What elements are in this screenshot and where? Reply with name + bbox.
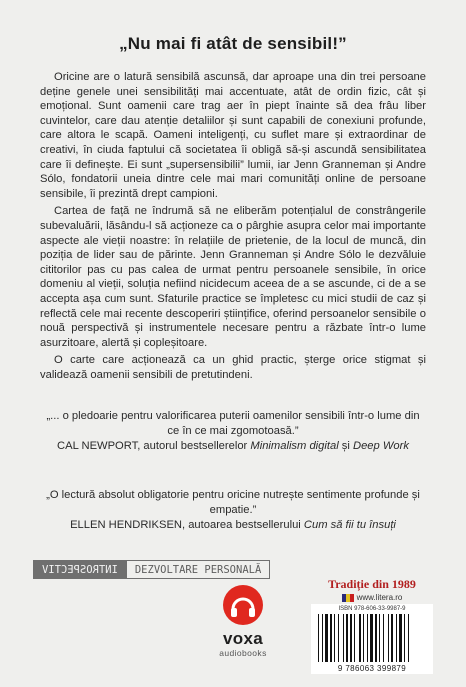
- endorsement-text: „... o pledoarie pentru valorificarea puterii oamenilor sensibili într-o lume din ce în ce mai zgomotoasă.”: [46, 410, 420, 437]
- category-tag: DEZVOLTARE PERSONALĂ: [127, 560, 270, 579]
- headphones-icon: [223, 585, 263, 625]
- barcode-digits: 9 786063 399879: [337, 664, 407, 673]
- series-tag: INTROSPECTIV: [33, 560, 127, 579]
- endorsement-newport: [40, 409, 426, 454]
- blurb-paragraph: Cartea de față ne îndrumă să ne eliberăm potențialul de constrângerile subevaluării, lăsându-l să acționeze ca o pârghie asupra celor mai importante aspecte ale vieții noastre: în relațiile de prietenie, de la locul de muncă, din poziția de lider sau de părinte. Jenn Granneman și Andre Sólo le dezvăluie cititorilor pas cu pas calea de urmat pentru persoanele sensibile, în orice domeniu al vieții, soluția nefiind nicidecum aceea de a se ascunde, ci de a se accepta așa cum sunt. Sfaturile practice se împletesc cu mici studii de caz și reflectă cele mai recente descoperiri științifice, oferind persoanelor sensibile o nouă perspectivă și instrumentele necesare pentru a răzbate într-o lume asurzitoare, alertă și copleșitoare.: [40, 205, 426, 349]
- blurb: [40, 70, 426, 385]
- endorsement-author: CAL NEWPORT, autorul bestsellerelor Minimalism digital și Deep Work: [57, 440, 409, 453]
- endorsement-text: „O lectură absolut obligatorie pentru oricine nutrește sentimente profunde și empatie.”: [46, 489, 420, 516]
- endorsement-author: ELLEN HENDRIKSEN, autoarea bestsellerului Cum să fii tu însuți: [70, 519, 396, 532]
- website-text: www.litera.ro: [356, 593, 403, 602]
- blurb-paragraph: O carte care acționează ca un ghid practic, șterge orice stigmat și validează oamenii sensibili de pretutindeni.: [40, 354, 426, 381]
- blurb-paragraph: Oricine are o latură sensibilă ascunsă, dar aproape una din trei persoane deține genele unei sensibilități mai accentuate, atât de ordin fizic, cât și emoțional. Sunt oamenii care trag aer în piept înainte să dea frâu liber cuvintelor, care dau atenție detaliilor și sunt capabili de conexiuni profunde, care altora le scapă. Oameni inteligenți, cu suflet mare și extraordinar de creativi, în ciuda faptului că societatea îi obligă să-și ascundă sensibilitatea care îi definește. Ei sunt „supersensibilii” lumii, iar Jenn Granneman și Andre Sólo, fondatorii uneia dintre cele mai mari comunități online de persoane sensibile, îi prezintă drept campioni.: [40, 71, 426, 200]
- publisher-block: [311, 577, 433, 674]
- back-cover-headline: „Nu mai fi atât de sensibil!”: [119, 34, 347, 53]
- endorsement-hendriksen: [40, 488, 426, 533]
- publisher-sub: audiobooks: [219, 648, 267, 658]
- website-line: [311, 593, 433, 602]
- litera-logo-icon: [342, 594, 354, 602]
- isbn-text: ISBN 978-606-33-9987-9: [338, 606, 406, 612]
- publisher-name: voxa: [223, 629, 263, 648]
- voxa-logo: [193, 585, 293, 658]
- isbn-barcode: [311, 604, 433, 674]
- genre-tags: [33, 560, 270, 579]
- tradition-label: Tradiție din 1989: [328, 577, 416, 591]
- barcode-bars-icon: [318, 614, 426, 662]
